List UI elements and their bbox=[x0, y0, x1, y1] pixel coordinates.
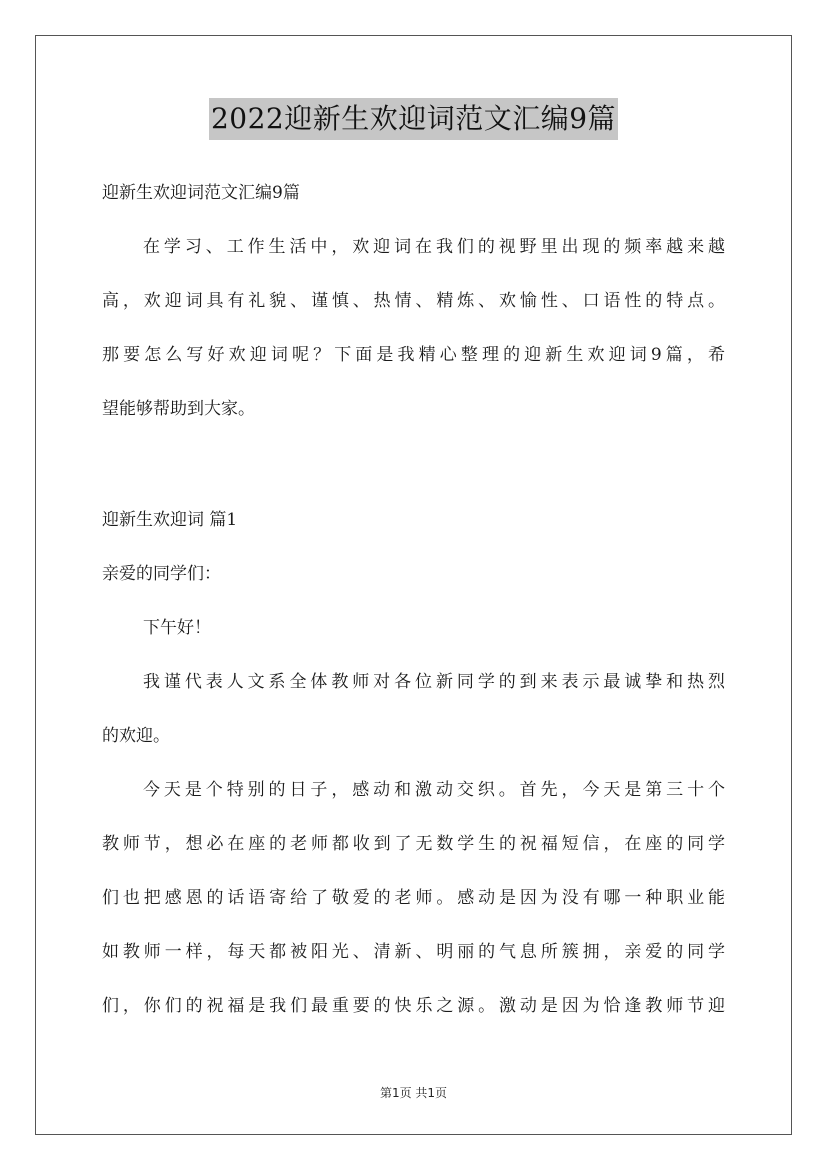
paragraph-line: 们，你们的祝福是我们最重要的快乐之源。激动是因为恰逢教师节迎 bbox=[102, 996, 725, 1016]
paragraph-line: 教师节，想必在座的老师都收到了无数学生的祝福短信，在座的同学 bbox=[102, 834, 725, 854]
document-title: 2022迎新生欢迎词范文汇编9篇 bbox=[209, 98, 618, 140]
page-footer: 第1页 共1页 bbox=[379, 1086, 448, 1100]
paragraph-line: 如教师一样，每天都被阳光、清新、明丽的气息所簇拥，亲爱的同学 bbox=[102, 942, 725, 962]
document-subtitle: 迎新生欢迎词范文汇编9篇 bbox=[102, 183, 300, 203]
greeting: 亲爱的同学们： bbox=[102, 564, 221, 584]
intro-line: 高，欢迎词具有礼貌、谨慎、热情、精炼、欢愉性、口语性的特点。 bbox=[102, 291, 725, 311]
paragraph-line: 今天是个特别的日子，感动和激动交织。首先，今天是第三十个 bbox=[143, 780, 725, 800]
section-heading: 迎新生欢迎词 篇1 bbox=[102, 510, 238, 530]
paragraph-line: 的欢迎。 bbox=[102, 726, 170, 746]
paragraph-line: 们也把感恩的话语寄给了敬爱的老师。感动是因为没有哪一种职业能 bbox=[102, 888, 725, 908]
intro-line: 在学习、工作生活中，欢迎词在我们的视野里出现的频率越来越 bbox=[143, 237, 725, 257]
title-container bbox=[0, 98, 827, 140]
intro-line: 望能够帮助到大家。 bbox=[102, 399, 255, 419]
paragraph-line: 我谨代表人文系全体教师对各位新同学的到来表示最诚挚和热烈 bbox=[143, 672, 725, 692]
salutation: 下午好！ bbox=[143, 618, 211, 638]
intro-line: 那要怎么写好欢迎词呢？下面是我精心整理的迎新生欢迎词9篇，希 bbox=[102, 345, 725, 365]
